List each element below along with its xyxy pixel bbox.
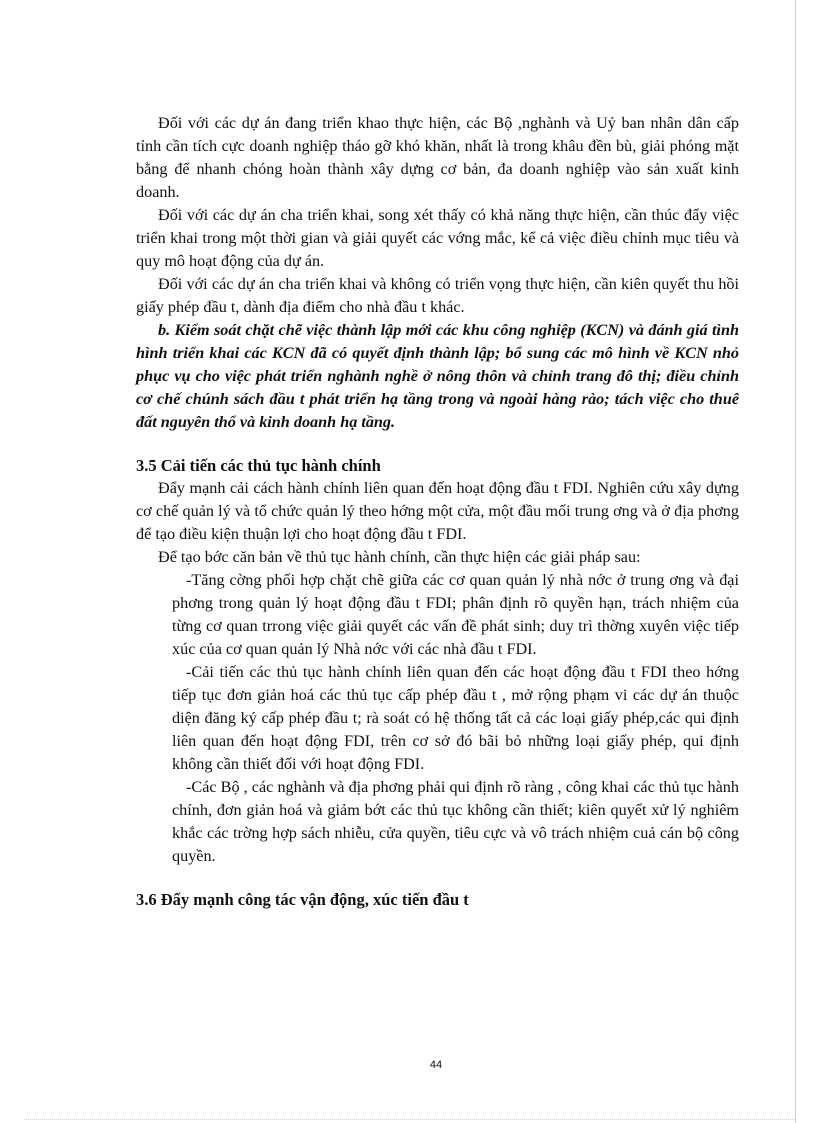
- paragraph-kcn-control: b. Kiểm soát chặt chẽ việc thành lập mới các khu công nghiệp (KCN) và đánh giá tình hình triển khai các KCN đã có quyết định thành lập; bổ sung các mô hình về KCN nhỏ phục vụ cho việc phát triển nghành nghề ở nông thôn và chỉnh trang đô thị; điều chỉnh cơ chế chúnh sách đầu t phát triển hạ tầng trong và ngoài hàng rào; tách việc cho thuê đất nguyên thổ và kinh doanh hạ tầng.: [136, 321, 739, 431]
- paragraph-implementing-projects: Đối với các dự án đang triển khao thực hiện, các Bộ ,nghành và Uỷ ban nhân dân cấp tỉnh cần tích cực doanh nghiệp tháo gỡ khó khăn, nhất là trong khâu đền bù, giải phóng mặt bằng để nhanh chóng hoàn thành xây dựng cơ bản, đa doanh nghiệp vào sản xuất kinh doanh.: [136, 114, 739, 201]
- section-heading-3-5: 3.5 Cải tiến các thủ tục hành chính: [136, 456, 381, 475]
- page-bottom-divider: [24, 1119, 795, 1120]
- list-item-procedure-improvement: -Cải tiến các thủ tục hành chính liên quan đến các hoạt động đầu t FDI theo hớng tiếp tục đơn giản hoá các thủ tục cấp phép đầu t , mở rộng phạm vi các dự án thuộc diện đăng ký cấp phép đầu t; rà soát có hệ thống tất cả các loại giấy phép,các qui định liên quan đến hoạt động FDI, trên cơ sở đó bãi bỏ những loại giấy phép, qui định không cần thiết đối với hoạt động FDI.: [172, 663, 739, 773]
- document-body: [136, 112, 739, 911]
- section-heading-3-6: 3.6 Đẩy mạnh công tác vận động, xúc tiến đầu t: [136, 890, 469, 909]
- paragraph-admin-reform: Đẩy mạnh cải cách hành chính liên quan đến hoạt động đầu t FDI. Nghiên cứu xây dựng cơ chế quản lý và tổ chức quản lý theo hớng một cửa, một đầu mối trung ơng và ở địa phơng để tạo điều kiện thuận lợi cho hoạt động đầu t FDI.: [136, 479, 739, 543]
- list-item-ministries-regulation: -Các Bộ , các nghành và địa phơng phải qui định rõ ràng , công khai các thủ tục hành chính, đơn giản hoá và giảm bớt các thủ tục không cần thiết; kiên quyết xử lý nghiêm khắc các trờng hợp sách nhiễu, cửa quyền, tiêu cực và vô trách nhiệm cuả cán bộ công quyền.: [172, 778, 739, 865]
- paragraph-pending-projects: Đối với các dự án cha triển khai, song xét thấy có khả năng thực hiện, cần thúc đẩy việc triển khai trong một thời gian và giải quyết các vớng mắc, kể cả việc điều chỉnh mục tiêu và quy mô hoạt động của dự án.: [136, 206, 739, 270]
- paragraph-revoke-licenses: Đối với các dự án cha triển khai và không có triển vọng thực hiện, cần kiên quyết thu hồi giấy phép đầu t, dành địa điểm cho nhà đầu t khác.: [136, 275, 739, 316]
- page-edge-divider: [795, 0, 796, 1123]
- paragraph-admin-solutions-intro: Để tạo bớc căn bản về thủ tục hành chính, cần thực hiện các giải pháp sau:: [158, 548, 641, 566]
- list-item-coordination: -Tăng cờng phối hợp chặt chẽ giữa các cơ quan quản lý nhà nớc ở trung ơng và đại phơng trong quản lý hoạt động đầu t FDI; phân định rõ quyền hạn, trách nhiệm của từng cơ quan trrong việc giải quyết các vấn đề phát sinh; duy trì thờng xuyên việc tiếp xúc của cơ quan quản lý Nhà nớc với các nhà đầu t FDI.: [172, 571, 739, 658]
- page-number: 44: [429, 1059, 443, 1071]
